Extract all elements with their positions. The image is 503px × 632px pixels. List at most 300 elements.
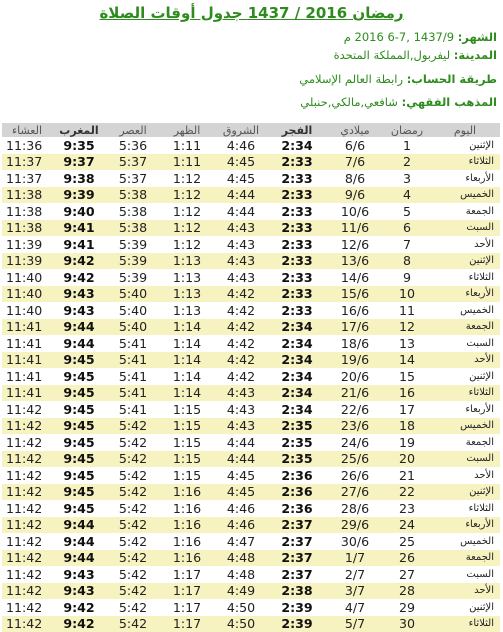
ramadan-cell: 19 (384, 434, 430, 451)
asr-cell: 5:41 (106, 335, 160, 352)
gregorian-cell: 29/6 (326, 517, 384, 534)
asr-cell: 5:37 (106, 170, 160, 187)
gregorian-cell: 16/6 (326, 302, 384, 319)
sunrise-cell: 4:43 (214, 418, 268, 435)
gregorian-cell: 2/7 (326, 566, 384, 583)
sunrise-cell: 4:46 (214, 517, 268, 534)
fajr-cell: 2:34 (268, 335, 326, 352)
ramadan-cell: 14 (384, 352, 430, 369)
fajr-cell: 2:34 (268, 137, 326, 154)
info-method (117, 72, 497, 86)
day-cell: الأحد (430, 467, 500, 484)
asr-cell: 5:42 (106, 566, 160, 583)
fajr-cell: 2:34 (268, 368, 326, 385)
gregorian-cell: 9/6 (326, 187, 384, 204)
sunrise-cell: 4:45 (214, 154, 268, 171)
day-cell: الإثنين (430, 368, 500, 385)
isha-cell: 11:37 (2, 154, 52, 171)
dhuhr-cell: 1:14 (160, 385, 214, 402)
dhuhr-cell: 1:14 (160, 319, 214, 336)
isha-cell: 11:42 (2, 550, 52, 567)
maghrib-cell: 9:45 (52, 434, 106, 451)
fajr-cell: 2:39 (268, 599, 326, 616)
fajr-cell: 2:36 (268, 467, 326, 484)
isha-cell: 11:42 (2, 434, 52, 451)
day-cell: الأربعاء (430, 286, 500, 303)
day-cell: الثلاثاء (430, 385, 500, 402)
day-cell: الإثنين (430, 137, 500, 154)
gregorian-cell: 14/6 (326, 269, 384, 286)
gregorian-cell: 8/6 (326, 170, 384, 187)
asr-cell: 5:42 (106, 583, 160, 600)
ramadan-cell: 15 (384, 368, 430, 385)
sunrise-cell: 4:43 (214, 236, 268, 253)
dhuhr-cell: 1:11 (160, 154, 214, 171)
sunrise-cell: 4:45 (214, 484, 268, 501)
info-value: رابطة العالم الإسلامي (299, 72, 403, 86)
maghrib-cell: 9:43 (52, 302, 106, 319)
isha-cell: 11:39 (2, 253, 52, 270)
isha-cell: 11:40 (2, 286, 52, 303)
table-row (2, 170, 500, 187)
asr-cell: 5:36 (106, 137, 160, 154)
asr-cell: 5:41 (106, 368, 160, 385)
day-cell: السبت (430, 335, 500, 352)
sunrise-cell: 4:42 (214, 335, 268, 352)
dhuhr-cell: 1:12 (160, 203, 214, 220)
day-cell: الإثنين (430, 253, 500, 270)
sunrise-cell: 4:43 (214, 269, 268, 286)
table-row (2, 566, 500, 583)
maghrib-cell: 9:45 (52, 385, 106, 402)
maghrib-cell: 9:37 (52, 154, 106, 171)
fajr-cell: 2:33 (268, 154, 326, 171)
gregorian-cell: 3/7 (326, 583, 384, 600)
maghrib-cell: 9:41 (52, 236, 106, 253)
table-row (2, 302, 500, 319)
ramadan-cell: 25 (384, 533, 430, 550)
maghrib-cell: 9:38 (52, 170, 106, 187)
maghrib-cell: 9:43 (52, 286, 106, 303)
dhuhr-cell: 1:14 (160, 352, 214, 369)
isha-cell: 11:42 (2, 616, 52, 632)
table-row (2, 368, 500, 385)
sunrise-cell: 4:42 (214, 352, 268, 369)
gregorian-cell: 15/6 (326, 286, 384, 303)
maghrib-cell: 9:45 (52, 484, 106, 501)
isha-cell: 11:37 (2, 170, 52, 187)
gregorian-cell: 21/6 (326, 385, 384, 402)
table-row (2, 616, 500, 632)
header-ramadan: رمضان (384, 123, 430, 137)
fajr-cell: 2:33 (268, 286, 326, 303)
page-title: رمضان 2016 / 1437 جدول أوقات الصلاة (0, 4, 503, 22)
ramadan-cell: 23 (384, 500, 430, 517)
isha-cell: 11:41 (2, 368, 52, 385)
sunrise-cell: 4:48 (214, 566, 268, 583)
asr-cell: 5:41 (106, 352, 160, 369)
table-row (2, 517, 500, 534)
ramadan-cell: 2 (384, 154, 430, 171)
ramadan-cell: 13 (384, 335, 430, 352)
fajr-cell: 2:34 (268, 401, 326, 418)
gregorian-cell: 27/6 (326, 484, 384, 501)
maghrib-cell: 9:45 (52, 467, 106, 484)
sunrise-cell: 4:43 (214, 253, 268, 270)
day-cell: الثلاثاء (430, 616, 500, 632)
fajr-cell: 2:33 (268, 253, 326, 270)
table-row (2, 401, 500, 418)
sunrise-cell: 4:44 (214, 451, 268, 468)
ramadan-cell: 22 (384, 484, 430, 501)
sunrise-cell: 4:47 (214, 533, 268, 550)
asr-cell: 5:41 (106, 401, 160, 418)
table-row (2, 335, 500, 352)
dhuhr-cell: 1:12 (160, 220, 214, 237)
dhuhr-cell: 1:16 (160, 550, 214, 567)
ramadan-cell: 29 (384, 599, 430, 616)
day-cell: الثلاثاء (430, 154, 500, 171)
fajr-cell: 2:35 (268, 434, 326, 451)
header-fajr: الفجر (268, 123, 326, 137)
info-value: شافعي,مالكي,حنبلي (300, 95, 398, 109)
isha-cell: 11:41 (2, 319, 52, 336)
gregorian-cell: 28/6 (326, 500, 384, 517)
sunrise-cell: 4:45 (214, 170, 268, 187)
header-maghrib: المغرب (52, 123, 106, 137)
dhuhr-cell: 1:17 (160, 583, 214, 600)
fajr-cell: 2:35 (268, 451, 326, 468)
day-cell: الثلاثاء (430, 269, 500, 286)
info-value: ليفربول,المملكة المتحدة (334, 48, 451, 62)
dhuhr-cell: 1:13 (160, 286, 214, 303)
gregorian-cell: 5/7 (326, 616, 384, 632)
fajr-cell: 2:36 (268, 484, 326, 501)
gregorian-cell: 6/6 (326, 137, 384, 154)
dhuhr-cell: 1:15 (160, 418, 214, 435)
sunrise-cell: 4:43 (214, 401, 268, 418)
table-row (2, 550, 500, 567)
day-cell: الإثنين (430, 599, 500, 616)
isha-cell: 11:42 (2, 401, 52, 418)
isha-cell: 11:41 (2, 385, 52, 402)
ramadan-cell: 26 (384, 550, 430, 567)
sunrise-cell: 4:49 (214, 583, 268, 600)
prayer-times-table (2, 123, 500, 632)
asr-cell: 5:40 (106, 319, 160, 336)
asr-cell: 5:38 (106, 187, 160, 204)
table-row (2, 583, 500, 600)
header-day: اليوم (430, 123, 500, 137)
maghrib-cell: 9:35 (52, 137, 106, 154)
fajr-cell: 2:33 (268, 302, 326, 319)
info-label: الشهر: (458, 30, 497, 44)
day-cell: الخميس (430, 302, 500, 319)
asr-cell: 5:42 (106, 517, 160, 534)
day-cell: الجمعة (430, 319, 500, 336)
asr-cell: 5:42 (106, 616, 160, 632)
sunrise-cell: 4:46 (214, 500, 268, 517)
day-cell: الثلاثاء (430, 500, 500, 517)
day-cell: الأربعاء (430, 517, 500, 534)
gregorian-cell: 25/6 (326, 451, 384, 468)
gregorian-cell: 13/6 (326, 253, 384, 270)
asr-cell: 5:40 (106, 302, 160, 319)
isha-cell: 11:42 (2, 566, 52, 583)
asr-cell: 5:42 (106, 434, 160, 451)
asr-cell: 5:42 (106, 550, 160, 567)
fajr-cell: 2:33 (268, 236, 326, 253)
asr-cell: 5:42 (106, 451, 160, 468)
dhuhr-cell: 1:17 (160, 599, 214, 616)
ramadan-cell: 16 (384, 385, 430, 402)
gregorian-cell: 10/6 (326, 203, 384, 220)
isha-cell: 11:42 (2, 500, 52, 517)
dhuhr-cell: 1:16 (160, 500, 214, 517)
gregorian-cell: 26/6 (326, 467, 384, 484)
sunrise-cell: 4:42 (214, 286, 268, 303)
asr-cell: 5:39 (106, 253, 160, 270)
dhuhr-cell: 1:15 (160, 467, 214, 484)
gregorian-cell: 7/6 (326, 154, 384, 171)
info-label: المدينة: (454, 48, 497, 62)
ramadan-cell: 10 (384, 286, 430, 303)
table-row (2, 319, 500, 336)
day-cell: الخميس (430, 533, 500, 550)
fajr-cell: 2:36 (268, 500, 326, 517)
day-cell: الأحد (430, 236, 500, 253)
isha-cell: 11:36 (2, 137, 52, 154)
gregorian-cell: 19/6 (326, 352, 384, 369)
maghrib-cell: 9:44 (52, 335, 106, 352)
sunrise-cell: 4:42 (214, 319, 268, 336)
dhuhr-cell: 1:16 (160, 533, 214, 550)
table-row (2, 451, 500, 468)
sunrise-cell: 4:43 (214, 220, 268, 237)
info-value: 1437/9 ,7-6 2016 م (344, 30, 454, 44)
ramadan-cell: 7 (384, 236, 430, 253)
asr-cell: 5:41 (106, 385, 160, 402)
maghrib-cell: 9:44 (52, 319, 106, 336)
sunrise-cell: 4:45 (214, 467, 268, 484)
isha-cell: 11:38 (2, 187, 52, 204)
sunrise-cell: 4:42 (214, 302, 268, 319)
ramadan-cell: 20 (384, 451, 430, 468)
dhuhr-cell: 1:13 (160, 253, 214, 270)
dhuhr-cell: 1:13 (160, 269, 214, 286)
info-label: طريقة الحساب: (407, 72, 497, 86)
dhuhr-cell: 1:13 (160, 302, 214, 319)
table-row (2, 220, 500, 237)
ramadan-cell: 30 (384, 616, 430, 632)
fajr-cell: 2:35 (268, 418, 326, 435)
table-row (2, 467, 500, 484)
isha-cell: 11:42 (2, 418, 52, 435)
dhuhr-cell: 1:11 (160, 137, 214, 154)
table-row (2, 599, 500, 616)
fajr-cell: 2:37 (268, 517, 326, 534)
sunrise-cell: 4:42 (214, 368, 268, 385)
ramadan-cell: 1 (384, 137, 430, 154)
dhuhr-cell: 1:12 (160, 187, 214, 204)
fajr-cell: 2:39 (268, 616, 326, 632)
table-row (2, 187, 500, 204)
day-cell: الإثنين (430, 484, 500, 501)
ramadan-cell: 27 (384, 566, 430, 583)
asr-cell: 5:42 (106, 599, 160, 616)
day-cell: السبت (430, 220, 500, 237)
gregorian-cell: 20/6 (326, 368, 384, 385)
header-isha: العشاء (2, 123, 52, 137)
table-row (2, 236, 500, 253)
header-gregorian: ميلادي (326, 123, 384, 137)
table-row (2, 253, 500, 270)
isha-cell: 11:38 (2, 203, 52, 220)
fajr-cell: 2:37 (268, 566, 326, 583)
day-cell: الخميس (430, 418, 500, 435)
maghrib-cell: 9:43 (52, 583, 106, 600)
maghrib-cell: 9:42 (52, 599, 106, 616)
maghrib-cell: 9:40 (52, 203, 106, 220)
isha-cell: 11:38 (2, 220, 52, 237)
ramadan-cell: 5 (384, 203, 430, 220)
table-row (2, 484, 500, 501)
maghrib-cell: 9:44 (52, 550, 106, 567)
gregorian-cell: 12/6 (326, 236, 384, 253)
header-asr: العصر (106, 123, 160, 137)
dhuhr-cell: 1:16 (160, 517, 214, 534)
sunrise-cell: 4:44 (214, 203, 268, 220)
ramadan-cell: 24 (384, 517, 430, 534)
maghrib-cell: 9:45 (52, 368, 106, 385)
table-row (2, 434, 500, 451)
gregorian-cell: 4/7 (326, 599, 384, 616)
ramadan-cell: 9 (384, 269, 430, 286)
dhuhr-cell: 1:17 (160, 616, 214, 632)
maghrib-cell: 9:45 (52, 418, 106, 435)
day-cell: الأحد (430, 352, 500, 369)
day-cell: السبت (430, 566, 500, 583)
table-row (2, 269, 500, 286)
table-row (2, 352, 500, 369)
asr-cell: 5:38 (106, 220, 160, 237)
sunrise-cell: 4:46 (214, 137, 268, 154)
info-city (117, 48, 497, 62)
fajr-cell: 2:37 (268, 550, 326, 567)
table-row (2, 154, 500, 171)
asr-cell: 5:38 (106, 203, 160, 220)
isha-cell: 11:40 (2, 269, 52, 286)
maghrib-cell: 9:45 (52, 451, 106, 468)
sunrise-cell: 4:44 (214, 187, 268, 204)
asr-cell: 5:42 (106, 418, 160, 435)
day-cell: الأربعاء (430, 401, 500, 418)
dhuhr-cell: 1:12 (160, 236, 214, 253)
isha-cell: 11:42 (2, 467, 52, 484)
isha-cell: 11:41 (2, 335, 52, 352)
asr-cell: 5:37 (106, 154, 160, 171)
isha-cell: 11:42 (2, 599, 52, 616)
ramadan-cell: 12 (384, 319, 430, 336)
maghrib-cell: 9:45 (52, 352, 106, 369)
ramadan-cell: 21 (384, 467, 430, 484)
dhuhr-cell: 1:15 (160, 434, 214, 451)
isha-cell: 11:42 (2, 451, 52, 468)
fajr-cell: 2:34 (268, 319, 326, 336)
maghrib-cell: 9:43 (52, 566, 106, 583)
day-cell: الخميس (430, 187, 500, 204)
maghrib-cell: 9:45 (52, 500, 106, 517)
dhuhr-cell: 1:15 (160, 401, 214, 418)
dhuhr-cell: 1:12 (160, 170, 214, 187)
isha-cell: 11:42 (2, 484, 52, 501)
fajr-cell: 2:33 (268, 203, 326, 220)
ramadan-cell: 18 (384, 418, 430, 435)
day-cell: الجمعة (430, 203, 500, 220)
fajr-cell: 2:33 (268, 187, 326, 204)
asr-cell: 5:42 (106, 533, 160, 550)
table-row (2, 418, 500, 435)
fajr-cell: 2:33 (268, 269, 326, 286)
sunrise-cell: 4:50 (214, 616, 268, 632)
sunrise-cell: 4:50 (214, 599, 268, 616)
dhuhr-cell: 1:16 (160, 484, 214, 501)
gregorian-cell: 18/6 (326, 335, 384, 352)
asr-cell: 5:42 (106, 484, 160, 501)
gregorian-cell: 23/6 (326, 418, 384, 435)
table-row (2, 500, 500, 517)
asr-cell: 5:42 (106, 500, 160, 517)
ramadan-cell: 28 (384, 583, 430, 600)
table-row (2, 533, 500, 550)
maghrib-cell: 9:42 (52, 269, 106, 286)
table-header-row (2, 123, 500, 137)
isha-cell: 11:42 (2, 583, 52, 600)
day-cell: السبت (430, 451, 500, 468)
maghrib-cell: 9:42 (52, 616, 106, 632)
table-row (2, 203, 500, 220)
ramadan-cell: 17 (384, 401, 430, 418)
info-month (117, 30, 497, 44)
gregorian-cell: 30/6 (326, 533, 384, 550)
fajr-cell: 2:38 (268, 583, 326, 600)
table-row (2, 286, 500, 303)
sunrise-cell: 4:43 (214, 385, 268, 402)
asr-cell: 5:39 (106, 269, 160, 286)
table-row (2, 137, 500, 154)
dhuhr-cell: 1:15 (160, 451, 214, 468)
sunrise-cell: 4:48 (214, 550, 268, 567)
day-cell: الأحد (430, 583, 500, 600)
sunrise-cell: 4:44 (214, 434, 268, 451)
isha-cell: 11:41 (2, 352, 52, 369)
fajr-cell: 2:33 (268, 220, 326, 237)
dhuhr-cell: 1:14 (160, 368, 214, 385)
dhuhr-cell: 1:17 (160, 566, 214, 583)
header-sunrise: الشروق (214, 123, 268, 137)
isha-cell: 11:42 (2, 533, 52, 550)
ramadan-cell: 3 (384, 170, 430, 187)
maghrib-cell: 9:44 (52, 517, 106, 534)
isha-cell: 11:42 (2, 517, 52, 534)
maghrib-cell: 9:41 (52, 220, 106, 237)
gregorian-cell: 17/6 (326, 319, 384, 336)
fajr-cell: 2:33 (268, 170, 326, 187)
table-row (2, 385, 500, 402)
gregorian-cell: 22/6 (326, 401, 384, 418)
asr-cell: 5:39 (106, 236, 160, 253)
ramadan-cell: 8 (384, 253, 430, 270)
